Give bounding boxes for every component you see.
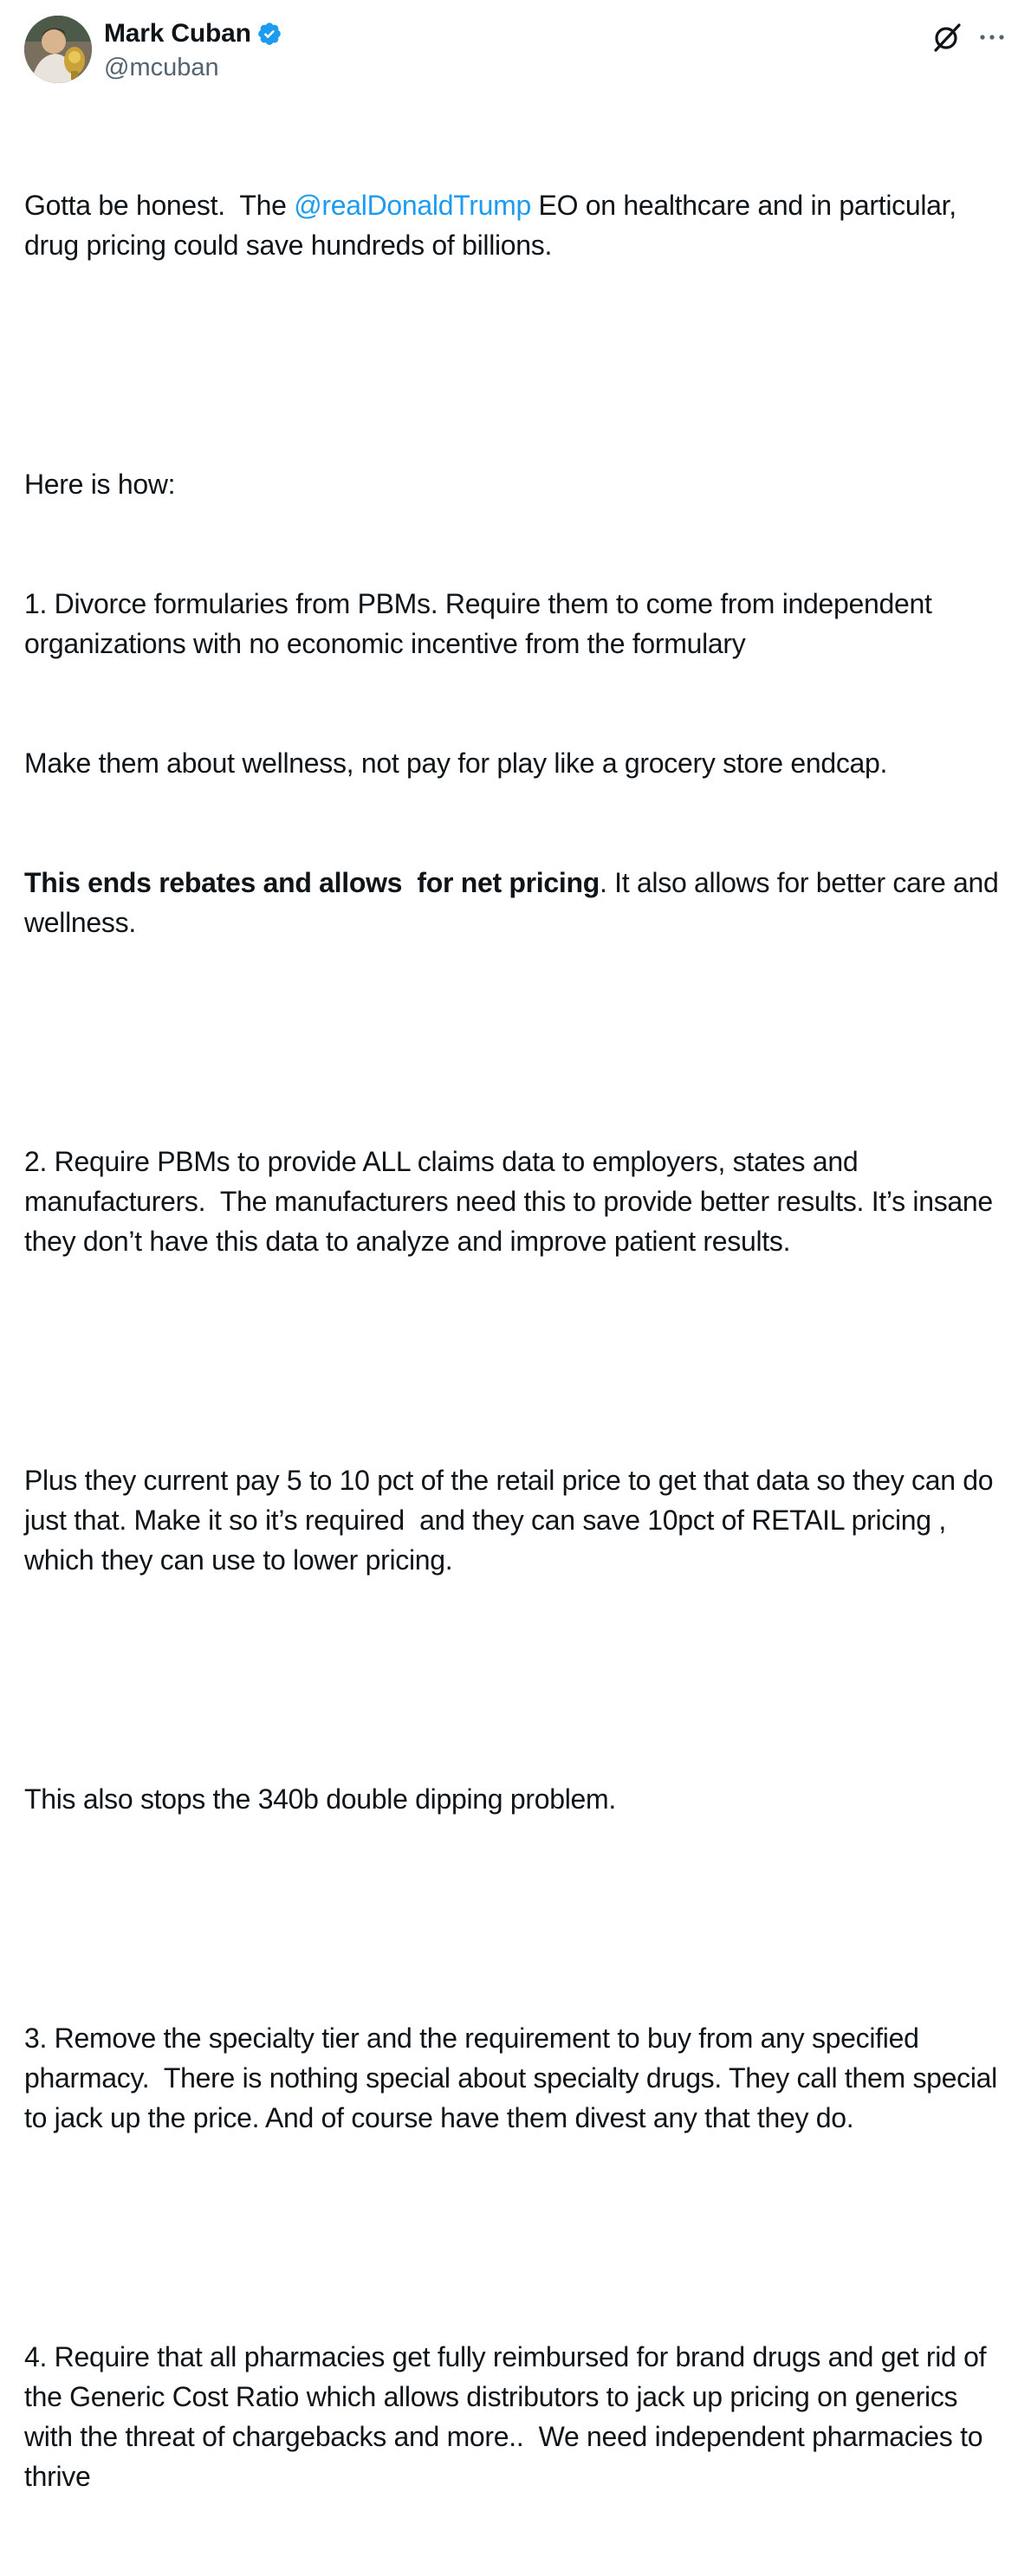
- display-name-row: [104, 17, 282, 50]
- paragraph-gap: [24, 1022, 1012, 1062]
- paragraph-net-pricing: [24, 863, 1012, 942]
- paragraph-wellness: Make them about wellness, not pay for play like a grocery store endcap.: [24, 748, 888, 779]
- intro-text-end: EO on healthcare and in particular, drug pricing could save hundreds of billions.: [24, 190, 964, 261]
- paragraph-340b: This also stops the 340b double dipping problem.: [24, 1783, 616, 1815]
- intro-text-start: Gotta be honest. The: [24, 190, 295, 221]
- paragraph-here-is-how: Here is how:: [24, 469, 176, 500]
- author-names: [104, 17, 282, 82]
- more-options-icon[interactable]: [977, 23, 1007, 52]
- paragraph-intro: [24, 185, 1012, 265]
- net-pricing-rest: . It also allows for better care and wellness.: [24, 867, 1007, 938]
- paragraph-point-4: 4. Require that all pharmacies get fully reimbursed for brand drugs and get rid of the Generic Cost Ratio which allows distributors to jack up pricing on generics with the threat of chargebacks and more.. We need independent pharmacies to thrive: [24, 2341, 994, 2492]
- paragraph-gap: [24, 1660, 1012, 1699]
- paragraph-gap: [24, 1899, 1012, 1938]
- display-name[interactable]: Mark Cuban: [104, 19, 251, 48]
- avatar-image: [24, 16, 92, 83]
- bold-statement: This ends rebates and allows for net pricing: [24, 867, 600, 898]
- paragraph-point-2: 2. Require PBMs to provide ALL claims data to employers, states and manufacturers. The manufacturers need this to provide better results. It’s insane they don’t have this data to analyze and improve patient results.: [24, 1146, 1001, 1257]
- verified-badge-icon[interactable]: [256, 21, 282, 47]
- tweet-actions: [930, 21, 1007, 54]
- handle[interactable]: @mcuban: [104, 54, 219, 81]
- mention-link[interactable]: @realDonaldTrump: [294, 190, 531, 221]
- avatar[interactable]: [24, 16, 92, 83]
- grok-icon[interactable]: [930, 21, 963, 54]
- paragraph-gap: [24, 1341, 1012, 1381]
- paragraph-gap: [24, 2217, 1012, 2257]
- paragraph-point-3: 3. Remove the specialty tier and the requirement to buy from any specified pharmacy. There is nothing special about specialty drugs. They call them special to jack up the price. And of course have them divest any that they do.: [24, 2023, 1005, 2133]
- paragraph-retail-pricing: Plus they current pay 5 to 10 pct of the retail price to get that data so they can do just that. Make it so it’s required and they can save 10pct of RETAIL pricing , which they can use to lower pricing.: [24, 1465, 1001, 1576]
- paragraph-gap: [24, 345, 1012, 385]
- paragraph-point-1: 1. Divorce formularies from PBMs. Require them to come from independent organizations with no economic incentive from the formulary: [24, 588, 940, 659]
- tweet-text: [24, 106, 1012, 2576]
- tweet-header: [24, 16, 1007, 85]
